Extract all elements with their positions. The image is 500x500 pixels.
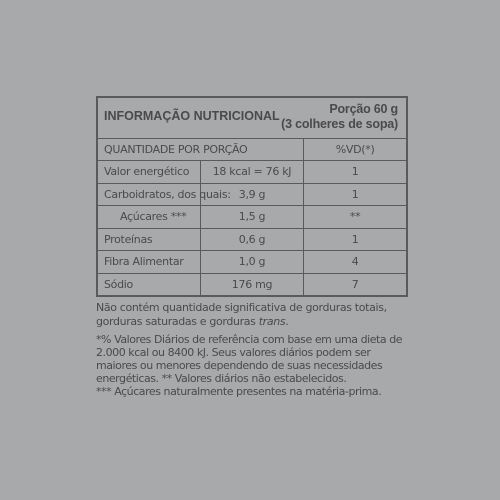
nutrient-vd: 1 xyxy=(304,183,407,206)
nutrient-name: Açúcares *** xyxy=(97,206,200,229)
nutrient-name: Sódio xyxy=(97,273,200,296)
nutrient-vd: 7 xyxy=(304,273,407,296)
table-row xyxy=(97,161,407,184)
table-row xyxy=(97,251,407,274)
insignificant-amounts-note xyxy=(96,301,411,329)
nutrient-amount: 18 kcal = 76 kJ xyxy=(200,161,303,184)
daily-values-text: *% Valores Diários de referência com base em uma dieta de 2.000 kcal ou 8400 kJ. Seus valores diários podem ser maiores ou menores dependendo de suas necessidades energéticas. ** Valores diários não estabelecidos. xyxy=(96,332,403,385)
column-header-row xyxy=(97,138,407,161)
nutrient-vd: 1 xyxy=(304,161,407,184)
insignificant-note-text: Não contém quantidade significativa de gorduras totais, gorduras saturadas e gorduras xyxy=(96,300,387,328)
nutrient-amount: 3,9 g xyxy=(200,183,303,206)
sugars-note-text: *** Açúcares naturalmente presentes na matéria-prima. xyxy=(96,384,382,398)
nutrient-name: Fibra Alimentar xyxy=(97,251,200,274)
daily-values-note xyxy=(96,333,411,398)
nutrition-table xyxy=(96,96,408,297)
nutrient-amount: 0,6 g xyxy=(200,228,303,251)
nutrient-name: Carboidratos, dos quais: xyxy=(97,183,200,206)
vd-column-label: %VD(*) xyxy=(304,138,407,161)
nutrition-facts-panel xyxy=(96,96,408,402)
portion-line-1: Porção 60 g xyxy=(329,102,398,116)
table-row xyxy=(97,206,407,229)
table-row xyxy=(97,273,407,296)
table-row xyxy=(97,228,407,251)
table-title-cell xyxy=(97,97,407,138)
table-row xyxy=(97,183,407,206)
nutrient-vd: 1 xyxy=(304,228,407,251)
nutrient-amount: 1,5 g xyxy=(200,206,303,229)
nutrient-amount: 1,0 g xyxy=(200,251,303,274)
trans-term: trans xyxy=(258,314,286,328)
nutrient-name: Valor energético xyxy=(97,161,200,184)
nutrient-name: Proteínas xyxy=(97,228,200,251)
quantity-per-portion-label: QUANTIDADE POR PORÇÃO xyxy=(97,138,304,161)
nutrient-vd: ** xyxy=(304,206,407,229)
portion-line-2: (3 colheres de sopa) xyxy=(281,117,398,131)
portion-size xyxy=(281,102,398,132)
table-header-row xyxy=(97,97,407,138)
insignificant-note-end: . xyxy=(285,314,289,328)
nutrient-vd: 4 xyxy=(304,251,407,274)
nutrient-amount: 176 mg xyxy=(200,273,303,296)
footnotes xyxy=(96,301,411,398)
table-title: INFORMAÇÃO NUTRICIONAL xyxy=(104,109,280,123)
